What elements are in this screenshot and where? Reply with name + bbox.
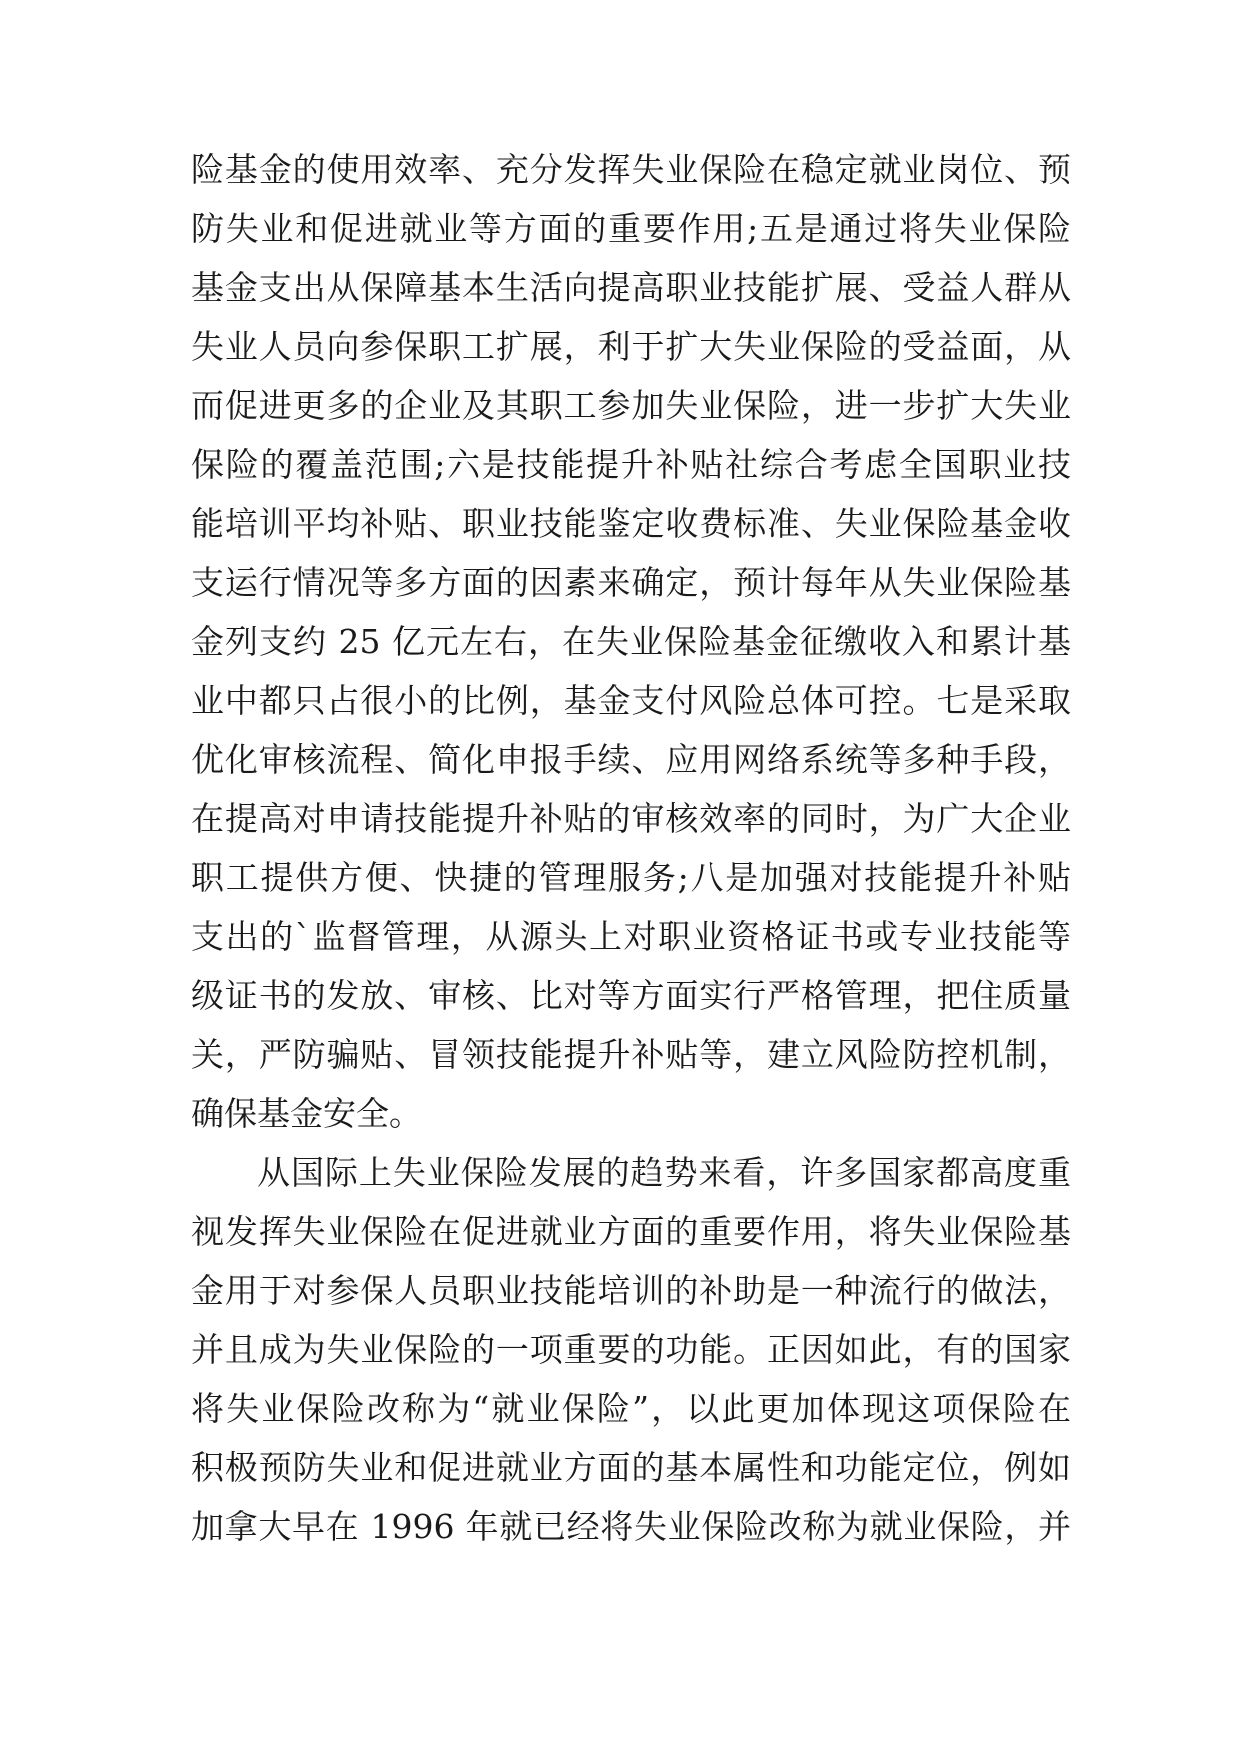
text-line: 基金支出从保障基本生活向提高职业技能扩展、受益人群从 <box>191 268 1071 307</box>
text-line: 将失业保险改称为“就业保险”，以此更加体现这项保险在 <box>191 1389 1071 1428</box>
text-line: 支运行情况等多方面的因素来确定，预计每年从失业保险基 <box>191 563 1071 602</box>
text-line: 险基金的使用效率、充分发挥失业保险在稳定就业岗位、预 <box>191 150 1071 189</box>
text-line: 在提高对申请技能提升补贴的审核效率的同时，为广大企业 <box>191 799 1071 838</box>
body-text <box>191 140 1071 1556</box>
text-line: 视发挥失业保险在促进就业方面的重要作用，将失业保险基 <box>191 1212 1071 1251</box>
text-line: 金列支约 25 亿元左右，在失业保险基金征缴收入和累计基 <box>191 622 1071 661</box>
text-line: 防失业和促进就业等方面的重要作用;五是通过将失业保险 <box>191 209 1071 248</box>
text-line: 并且成为失业保险的一项重要的功能。正因如此，有的国家 <box>191 1330 1071 1369</box>
text-line: 优化审核流程、简化申报手续、应用网络系统等多种手段， <box>191 740 1071 779</box>
paragraph-first-line: 从国际上失业保险发展的趋势来看，许多国家都高度重 <box>257 1153 1071 1192</box>
text-line: 而促进更多的企业及其职工参加失业保险，进一步扩大失业 <box>191 386 1071 425</box>
text-line: 金用于对参保人员职业技能培训的补助是一种流行的做法， <box>191 1271 1071 1310</box>
text-line: 确保基金安全。 <box>191 1094 422 1133</box>
text-line: 业中都只占很小的比例，基金支付风险总体可控。七是采取 <box>191 681 1071 720</box>
text-line: 级证书的发放、审核、比对等方面实行严格管理，把住质量 <box>191 976 1071 1015</box>
text-line: 加拿大早在 1996 年就已经将失业保险改称为就业保险，并 <box>191 1507 1071 1546</box>
text-line: 积极预防失业和促进就业方面的基本属性和功能定位，例如 <box>191 1448 1071 1487</box>
text-line: 支出的`监督管理，从源头上对职业资格证书或专业技能等 <box>191 917 1071 956</box>
text-line: 保险的覆盖范围;六是技能提升补贴社综合考虑全国职业技 <box>191 445 1071 484</box>
text-line: 职工提供方便、快捷的管理服务;八是加强对技能提升补贴 <box>191 858 1071 897</box>
text-line: 能培训平均补贴、职业技能鉴定收费标准、失业保险基金收 <box>191 504 1071 543</box>
text-line: 失业人员向参保职工扩展，利于扩大失业保险的受益面，从 <box>191 327 1071 366</box>
text-line: 关，严防骗贴、冒领技能提升补贴等，建立风险防控机制， <box>191 1035 1071 1074</box>
